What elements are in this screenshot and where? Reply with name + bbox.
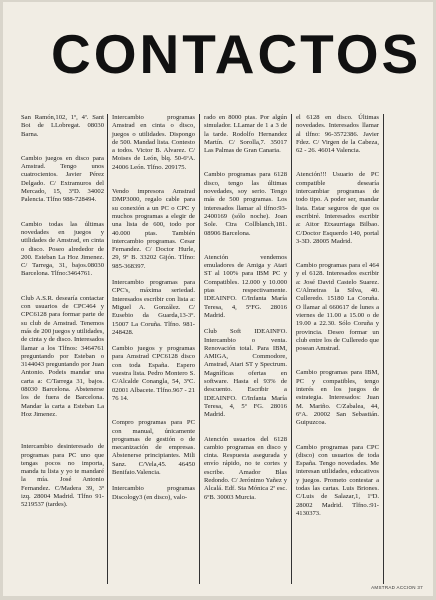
- classified-ad: Intercambio desinteresado de programas para PC uno que tengas pocos no importa, manda tu lista y yo te mandaré la mía. José Antonio Fernandez. C/Madera 39, 3º izq. 28004 Madrid. Tlfno 91-5219537 (tardes).: [21, 443, 104, 509]
- column-3: [204, 114, 287, 584]
- column-divider: [107, 114, 108, 584]
- page-footer: AMSTRAD ACCION 37: [371, 585, 423, 590]
- column-2: [112, 114, 195, 584]
- classified-ad: Atención!!! Usuario de PC compatible desearía intercambiar programas de todo tipo. A poder ser, mandar lista. Estar seguros de que os escribiré. Interesados escribir a: Aitor Etxaurriaga Bilbao. C/Doctor Esquerdo 140, portal 3-3D. 28005 Madrid.: [296, 171, 379, 245]
- classified-ad: rado en 8000 ptas. Por algún simulador. LLamar de 1 a 3 de la tarde. Rodolfo Hernandez Martín. C/ Sorolla,7. 35017 Las Palmas de Gran Canaria.: [204, 114, 287, 155]
- classified-ad: San Ramón,102, 1º, 4ª. Sant Boi de LLobregat. 08030 Barna.: [21, 114, 104, 138]
- classified-ad: Atención usuarios del 6128 cambio programas en disco y cinta. Respuesta asegurada y envío rápido, no te cortes y escribe. Amador Blas Redondo. C/ Jerónimo Yañez y Alcalá. Edf. Sta Mónica 2ª esc. 6ºB. 30003 Murcia.: [204, 435, 287, 501]
- classified-ad: Compro programas para PC con manual, únicamente programas de gestión o de mecanización de empresas. Abstenerse principiantes. Mili Sanz. C/Vela,45. 46450 Benifaio.Valencia.: [112, 419, 195, 476]
- classified-ad: Cambio juegos y programas para Amstrad CPC6128 disco con toda España. Espero vuestra lista. Pedro Montero S. C/Alcalde Conangla, 54, 3ºC. 02001 Albacete. Tlfno.967 - 21 76 14.: [112, 345, 195, 402]
- classified-ad: Club Soft IDEAINFO. Intercambio o venta. Renovación total. Para IBM, AMIGA, Commodore, Amstrad, Atari ST y Spectrum. Magníficas ofertas en software. Hasta el 93% de descuento. Escribir a IDEAINFO. C/Infanta María Teresa, 4, 5º FG. 28016 Madrid.: [204, 328, 287, 419]
- classified-ad: Cambio programas para el 464 y el 6128. Interesados escribir a: José David Castelo Suarez. C/Almeiras la Silva, 40. Culleredo. 15180 La Coruña. O llamar al 660617 de lunes a viernes de 11.00 a 15.00 o de 19.00 a 22.30. Sólo Coruña y provincia. Deseo formar un club entre los de Culleredo que posean Amstrad.: [296, 262, 379, 353]
- classified-ad: Cambio programas para IBM, PC y compatibles, tengo interés en los juegos de estrategia. Interesados: Juan M. Mariño. C/Zabalea, 44, 6ºA. 20002 San Sebastián. Guipuzcoa.: [296, 369, 379, 427]
- classified-ad: el 6128 en disco. Últimas novedades. Interesados llamar al tlfno: 96-3572386. Javier Fdez. C/ Virgen de la Cabeza, 62 - 26. 46014 Valencia.: [296, 114, 379, 155]
- classified-ad: Club A.S.R. desearía contactar con usuarios de CPC464 y CPC6128 para formar parte de su club de Amstrad. Tenemos más de 200 juegos y utilidades, de cinta y de disco. Interesados llamar a los Tlfnos: 3464761 preguntando por Esteban o 3144043 preguntando por Juan Antonio. Podeis mandar una carta a: C/Tarrega 31, bajos. 08030 Barcelona. Abstenerse los de fuera de Barcelona. Mandar la carta a Esteban La Hoz Jimenez.: [21, 294, 104, 418]
- column-4: [296, 114, 379, 584]
- column-divider: [199, 114, 200, 584]
- column-1: [21, 114, 104, 584]
- classified-ad: Cambio todas las últimas novedades en juegos y utilidades de Amstrad, en cinta o disco. Poseo alrededor de 200. Esteban La Hoz Jimenez. C/ Tarrega, 31, bajos.08030 Barcelona. Tlfno:3464761.: [21, 220, 104, 278]
- classified-ad: Cambio programas para 6128 disco, tengo las últimas novedades, soy serio. Tengo más de 500 programas. Los interesados llamar al tlfno:93-2400169 (sólo noche). Joan Sole. Ctra Collblanch,181. 08906 Barcelona.: [204, 171, 287, 237]
- classified-ad: Vendo impresora Amstrad DMP3000, regalo cable para su conexión a un PC o CPC y muchos programas a elegir de una lista de 600, todo por 40.000 ptas. También intercambio programas. Cesar Fernandez. C/ Doctor Hurle, 29, 9º B. 33202 Gijón. Tlfno: 985-368397.: [112, 188, 195, 270]
- page-title: CONTACTOS: [51, 23, 422, 85]
- classified-ad: Intercambio programas Amstrad en cinta o disco, juegos o utilidades. Dispongo de 500. Mandad lista. Contesto a todos. Victor B. Alvarez. C/ Moises de León, blq. 50-6ºA. 24006 León. Tlfno. 209175.: [112, 114, 195, 171]
- column-divider: [291, 114, 292, 584]
- classified-ad: Cambio juegos en disco para Amstrad. Tengo unos cuatrocientos. Javier Pérez Delgado. C/ Extramuros del Mercado, 15, 3ºD. 34002 Palencia. Tlfno 988-728494.: [21, 154, 104, 204]
- classified-ad: Intercambio programas para CPC's, máxima seriedad. Interesados escribir con lista a: Miguel A. González. C/ Eusebio da Guarda,13-3º. 15007 La Coruña. Tlfno. 981-248428.: [112, 279, 195, 336]
- classified-ad: Atención vendemos emuladores de Amiga y Atari ST al 100% para IBM PC y Compatibles. 12.000 y 10.000 ptas respectivamente. IDEAINFO. C/Infanta María Teresa, 4, 5ºFG. 28016 Madrid.: [204, 253, 287, 319]
- classified-ad: Intercambio programas Discology3 (en disco), valo-: [112, 485, 195, 501]
- column-divider: [383, 114, 384, 584]
- magazine-page: [3, 2, 433, 596]
- classified-ad: Cambio programas para CPC (disco) con usuarios de toda España. Tengo novedades. Me interesan utilidades, educativos y juegos. Prometo contestar a todas las cartas. Luis Briones. C/Luis de Salazar,1, 1ºD. 28002 Madrid. Tlfno.:91-4130373.: [296, 443, 379, 517]
